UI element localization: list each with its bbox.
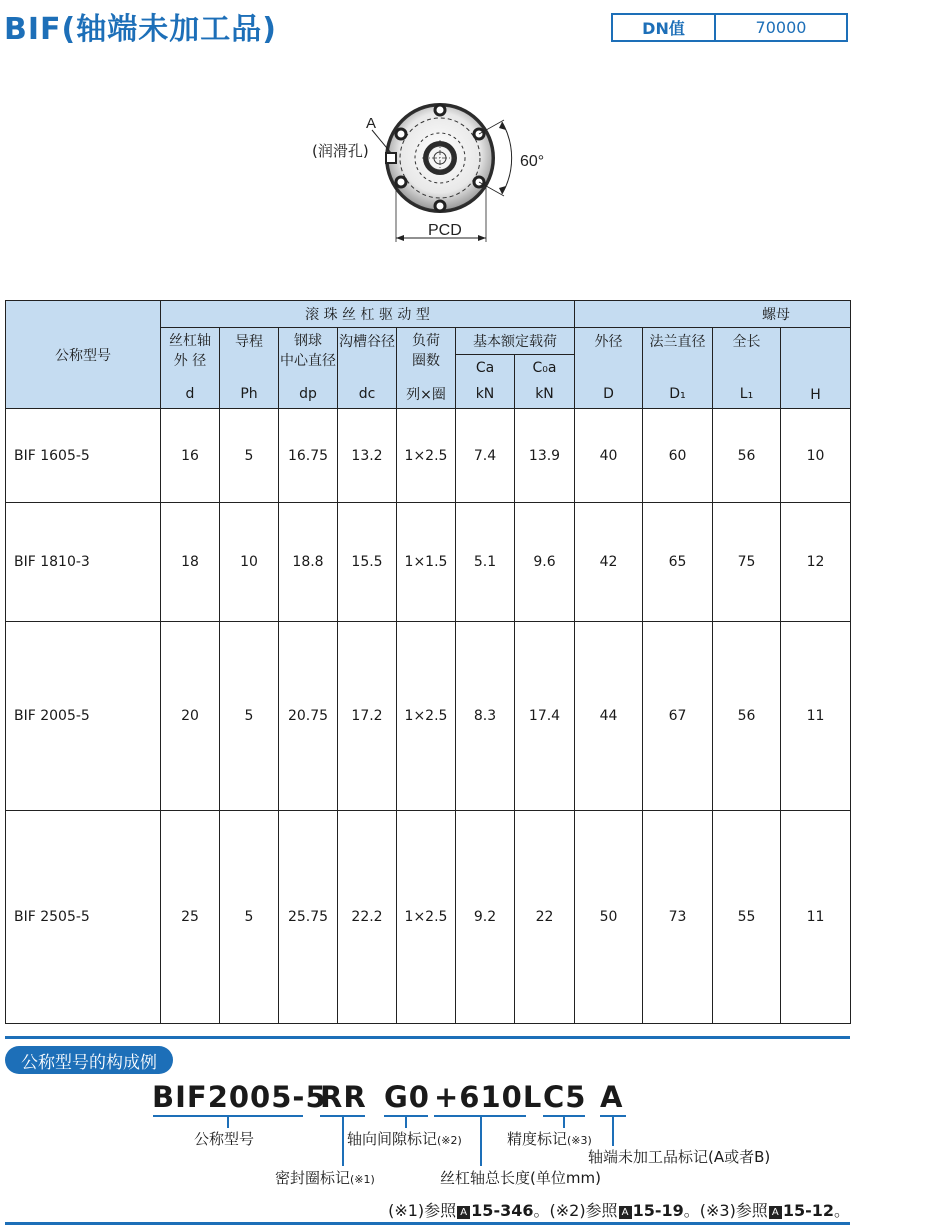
section-divider-top [5, 1036, 850, 1039]
model-header: 公称型号 [6, 301, 161, 409]
col-d-header: 丝杠轴 外 径 [161, 328, 220, 381]
col-dc-symbol: dc [338, 381, 397, 409]
col-dp-symbol: dp [279, 381, 338, 409]
nut-end-view-drawing [300, 90, 580, 250]
ann-seal: 密封圈标记(※1) [275, 1169, 375, 1187]
col-ca-unit: kN [456, 381, 515, 409]
lube-hole-label: (润滑孔) [312, 142, 369, 160]
col-d-symbol: d [161, 381, 220, 409]
catalog-a-icon: A [619, 1206, 632, 1219]
table-row: BIF 2005-5 20 5 20.75 17.2 1×2.5 8.3 17.4 44 67 56 11 [6, 622, 851, 811]
col-h-header: H [781, 328, 851, 409]
section-divider-bottom [5, 1222, 850, 1225]
dn-value-box [611, 13, 848, 42]
composition-heading: 公称型号的构成例 [5, 1046, 173, 1074]
code-part-end: A [600, 1080, 624, 1114]
code-part-accuracy: C5 [543, 1080, 587, 1114]
leader-seal [342, 1116, 344, 1166]
leader-accuracy [563, 1116, 565, 1128]
table-row: BIF 1605-5 16 5 16.75 13.2 1×2.5 7.4 13.9 40 60 56 10 [6, 409, 851, 503]
col-c0a-unit: kN [515, 381, 575, 409]
col-load-symbol: 列×圈 [397, 381, 456, 409]
dn-value: 70000 [755, 18, 807, 37]
col-ph-header: 导程 [220, 328, 279, 381]
nut-group-header: 螺母 [575, 301, 851, 328]
spec-table [5, 300, 851, 1024]
code-part-length: +610L [434, 1080, 543, 1114]
leader-clearance [405, 1116, 407, 1128]
ann-length: 丝杠轴总长度(单位mm) [440, 1169, 601, 1187]
ann-model: 公称型号 [194, 1130, 255, 1148]
ref-page-1: 15-346 [471, 1201, 534, 1220]
code-part-clearance: G0 [384, 1080, 430, 1114]
col-load-header: 负荷 圈数 [397, 328, 456, 381]
catalog-a-icon: A [769, 1206, 782, 1219]
reference-notes: (※1)参照 A 15-346。(※2)参照 A 15-19。(※3)参照 A 15-12。 [388, 1201, 850, 1220]
col-length-header: 全长 [713, 328, 781, 381]
angle-label: 60° [520, 153, 545, 170]
ann-end: 轴端未加工品标记(A或者B) [588, 1148, 771, 1166]
screw-group-header: 滚 珠 丝 杠 驱 动 型 [161, 301, 575, 328]
col-outer-dia-header: 外径 [575, 328, 643, 381]
table-row: BIF 2505-5 25 5 25.75 22.2 1×2.5 9.2 22 50 73 55 11 [6, 811, 851, 1024]
ann-accuracy: 精度标记(※3) [507, 1130, 592, 1148]
rated-load-header: 基本额定载荷 [456, 328, 575, 355]
code-part-model: BIF2005-5 [152, 1080, 327, 1114]
col-flange-dia-header: 法兰直径 [643, 328, 713, 381]
catalog-a-icon: A [457, 1206, 470, 1219]
col-length-symbol: L₁ [713, 381, 781, 409]
col-flange-dia-symbol: D₁ [643, 381, 713, 409]
ref-page-2: 15-19 [632, 1201, 684, 1220]
dn-label: DN值 [613, 15, 716, 40]
col-dp-header: 钢球 中心直径 [279, 328, 338, 381]
col-ph-symbol: Ph [220, 381, 279, 409]
ann-clearance: 轴向间隙标记(※2) [347, 1130, 462, 1148]
col-dc-header: 沟槽谷径 [338, 328, 397, 381]
code-part-seal: RR [320, 1080, 367, 1114]
leader-end [612, 1116, 614, 1146]
pcd-label: PCD [428, 222, 462, 239]
table-row: BIF 1810-3 18 10 18.8 15.5 1×1.5 5.1 9.6 42 65 75 12 [6, 503, 851, 622]
ref-page-3: 15-12 [782, 1201, 834, 1220]
label-a: A [366, 115, 377, 132]
leader-model [227, 1116, 229, 1128]
col-outer-dia-symbol: D [575, 381, 643, 409]
col-c0a-header: C₀a [515, 355, 575, 381]
leader-length [480, 1116, 482, 1166]
page-title: BIF(轴端未加工品) [4, 12, 277, 47]
col-ca-header: Ca [456, 355, 515, 381]
